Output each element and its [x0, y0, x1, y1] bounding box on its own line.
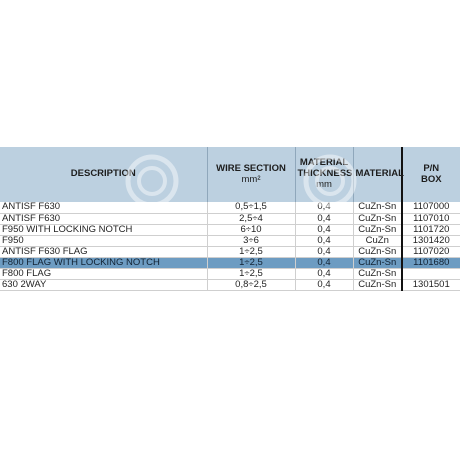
cell-thickness: 0,4	[295, 224, 353, 235]
cell-description: ANTISF F630	[0, 202, 207, 213]
cell-wire-section: 0,5÷1,5	[207, 202, 295, 213]
cell-thickness: 0,4	[295, 246, 353, 257]
cell-wire-section: 2,5÷4	[207, 213, 295, 224]
cell-description: F950	[0, 235, 207, 246]
header-pn-box: P/N BOX	[402, 147, 460, 202]
product-table-section	[0, 147, 460, 290]
cell-pn	[402, 268, 460, 279]
cell-wire-section: 0,8÷2,5	[207, 279, 295, 290]
cell-pn: 1301420	[402, 235, 460, 246]
cell-thickness: 0,4	[295, 213, 353, 224]
table-row	[0, 235, 460, 246]
cell-thickness: 0,4	[295, 235, 353, 246]
table-row	[0, 213, 460, 224]
header-material: MATERIAL	[353, 147, 402, 202]
table-row	[0, 257, 460, 268]
cell-thickness: 0,4	[295, 279, 353, 290]
table-header-row	[0, 147, 460, 202]
cell-pn: 1107020	[402, 246, 460, 257]
table-row	[0, 279, 460, 290]
product-table	[0, 147, 460, 291]
cell-material: CuZn-Sn	[353, 257, 402, 268]
header-material-thickness: MATERIAL THICKNESS mm	[295, 147, 353, 202]
cell-thickness: 0,4	[295, 202, 353, 213]
cell-pn: 1107010	[402, 213, 460, 224]
cell-wire-section: 1÷2,5	[207, 246, 295, 257]
cell-pn: 1107000	[402, 202, 460, 213]
cell-pn: 1101720	[402, 224, 460, 235]
cell-material: CuZn-Sn	[353, 213, 402, 224]
cell-description: ANTISF F630	[0, 213, 207, 224]
table-row	[0, 224, 460, 235]
cell-description: ANTISF F630 FLAG	[0, 246, 207, 257]
cell-wire-section: 6÷10	[207, 224, 295, 235]
cell-material: CuZn-Sn	[353, 224, 402, 235]
cell-wire-section: 3÷6	[207, 235, 295, 246]
cell-material: CuZn-Sn	[353, 279, 402, 290]
cell-material: CuZn-Sn	[353, 246, 402, 257]
cell-material: CuZn-Sn	[353, 268, 402, 279]
cell-description: 630 2WAY	[0, 279, 207, 290]
cell-material: CuZn-Sn	[353, 202, 402, 213]
cell-description: F800 FLAG WITH LOCKING NOTCH	[0, 257, 207, 268]
header-description: DESCRIPTION	[0, 147, 207, 202]
cell-thickness: 0,4	[295, 257, 353, 268]
table-row	[0, 246, 460, 257]
cell-description: F800 FLAG	[0, 268, 207, 279]
cell-pn: 1301501	[402, 279, 460, 290]
cell-wire-section: 1÷2,5	[207, 257, 295, 268]
cell-thickness: 0,4	[295, 268, 353, 279]
table-row	[0, 268, 460, 279]
header-wire-section: WIRE SECTION mm²	[207, 147, 295, 202]
cell-description: F950 WITH LOCKING NOTCH	[0, 224, 207, 235]
cell-wire-section: 1÷2,5	[207, 268, 295, 279]
table-row	[0, 202, 460, 213]
cell-material: CuZn	[353, 235, 402, 246]
cell-pn: 1101680	[402, 257, 460, 268]
table-body	[0, 202, 460, 290]
